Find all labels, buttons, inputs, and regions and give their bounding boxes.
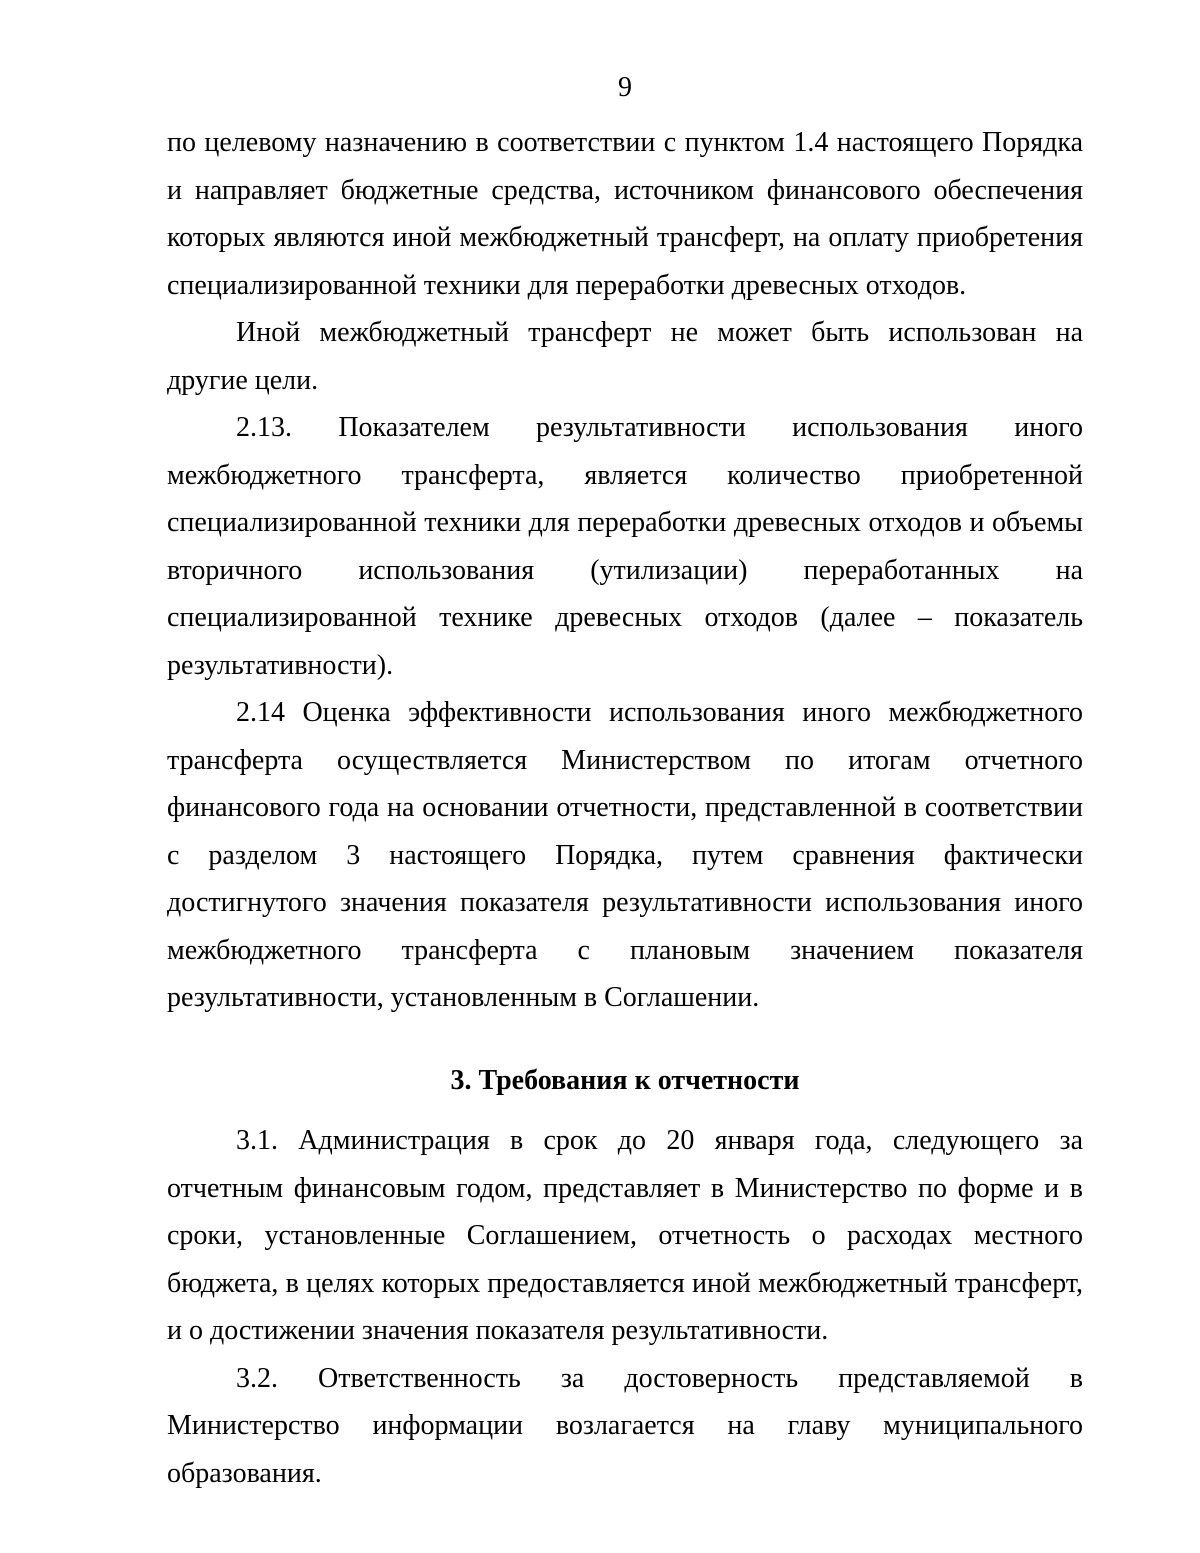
paragraph-2-14: 2.14 Оценка эффективности использования иного межбюджетного трансферта осуществляется Министерством по итогам отчетного финансового года на основании отчетности, представленной в соответствии с разделом 3 настоящего Порядка, путем сравнения фактически достигнутого значения показателя результативности использования иного межбюджетного трансферта с плановым значением показателя результативности, установленным в Соглашении.	[167, 697, 1083, 1013]
paragraph-restriction: Иной межбюджетный трансферт не может быть использован на другие цели.	[167, 317, 1083, 396]
page-number: 9	[618, 72, 632, 103]
document-body	[167, 119, 1083, 1497]
paragraph-3-1: 3.1. Администрация в срок до 20 января года, следующего за отчетным финансовым годом, представляет в Министерство по форме и в сроки, установленные Соглашением, отчетность о расходах местного бюджета, в целях которых предоставляется иной межбюджетный трансферт, и о достижении значения показателя результативности.	[167, 1125, 1083, 1346]
paragraph-continuation: по целевому назначению в соответствии с пунктом 1.4 настоящего Порядка и направляет бюджетные средства, источником финансового обеспечения которых являются иной межбюджетный трансферт, на оплату приобретения специализированной техники для переработки древесных отходов.	[167, 127, 1083, 301]
section-heading: 3. Требования к отчетности	[450, 1064, 800, 1096]
paragraph-2-13: 2.13. Показателем результативности использования иного межбюджетного трансферта, является количество приобретенной специализированной техники для переработки древесных отходов и объемы вторичного использования (утилизации) переработанных на специализированной технике древесных отходов (далее – показатель результативности).	[167, 412, 1083, 681]
paragraph-3-2: 3.2. Ответственность за достоверность представляемой в Министерство информации возлагается на главу муниципального образования.	[167, 1362, 1083, 1489]
